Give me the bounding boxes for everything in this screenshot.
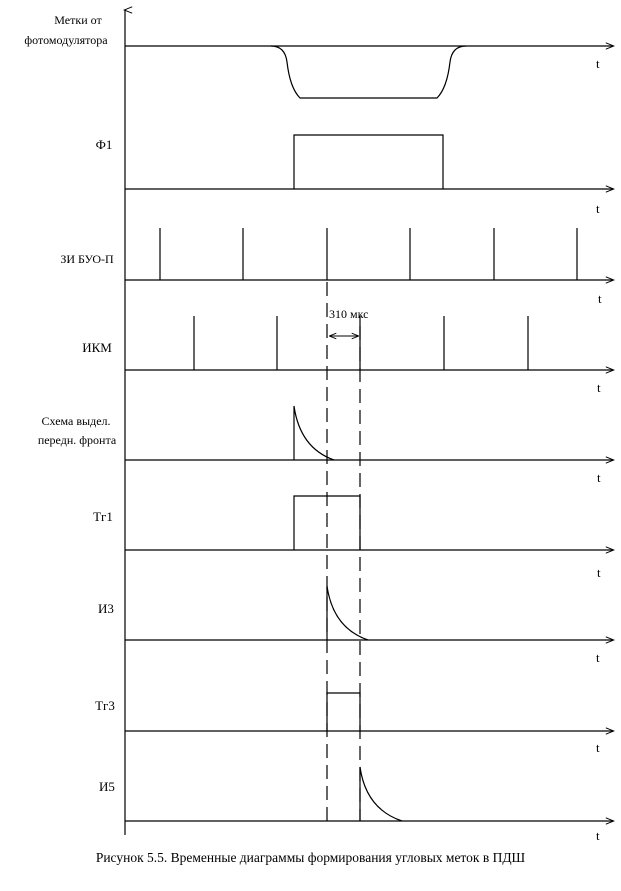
interval-label: 310 мкс bbox=[329, 307, 369, 321]
row-label-photomodulator-1: Метки от bbox=[54, 13, 102, 27]
axis-t-label: t bbox=[596, 740, 600, 755]
axis-t-label: t bbox=[596, 201, 600, 216]
row-label-ikm: ИКМ bbox=[82, 340, 112, 355]
row-zi-buo-p bbox=[60, 228, 613, 306]
row-front-detector bbox=[38, 406, 613, 485]
signal-waveform bbox=[271, 46, 466, 98]
row-label-tr3: Тг3 bbox=[95, 698, 115, 713]
row-ikm bbox=[82, 307, 613, 395]
row-tr1 bbox=[93, 496, 613, 580]
axis-t-label: t bbox=[598, 291, 602, 306]
axis-t-label: t bbox=[597, 470, 601, 485]
row-label-f1: Ф1 bbox=[95, 137, 113, 152]
axis-t-label: t bbox=[597, 380, 601, 395]
row-photomodulator bbox=[24, 13, 613, 98]
row-label-tr1: Тг1 bbox=[93, 509, 113, 524]
axis-t-label: t bbox=[596, 56, 600, 71]
signal-waveform bbox=[360, 767, 402, 821]
row-i3 bbox=[98, 586, 613, 665]
row-label-zi-buo-p: ЗИ БУО-П bbox=[60, 252, 114, 266]
row-label-front-detector-1: Схема выдел. bbox=[41, 414, 111, 428]
signal-pulses bbox=[194, 316, 528, 370]
row-f1 bbox=[96, 135, 613, 216]
row-tr3 bbox=[95, 693, 613, 755]
row-label-i3: И3 bbox=[98, 601, 114, 616]
row-label-i5: И5 bbox=[99, 779, 115, 794]
axis-t-label: t bbox=[597, 565, 601, 580]
axis-t-label: t bbox=[596, 650, 600, 665]
row-label-photomodulator-2: фотомодулятора bbox=[24, 33, 108, 47]
axis-t-label: t bbox=[596, 828, 600, 843]
signal-waveform bbox=[294, 406, 334, 460]
signal-waveform bbox=[327, 586, 368, 640]
row-i5 bbox=[99, 767, 613, 843]
signal-pulses bbox=[160, 228, 577, 280]
signal-waveform bbox=[327, 693, 360, 731]
signal-waveform bbox=[294, 135, 443, 189]
figure-caption: Рисунок 5.5. Временные диаграммы формирования угловых меток в ПДШ bbox=[95, 850, 526, 865]
row-label-front-detector-2: передн. фронта bbox=[37, 433, 117, 447]
